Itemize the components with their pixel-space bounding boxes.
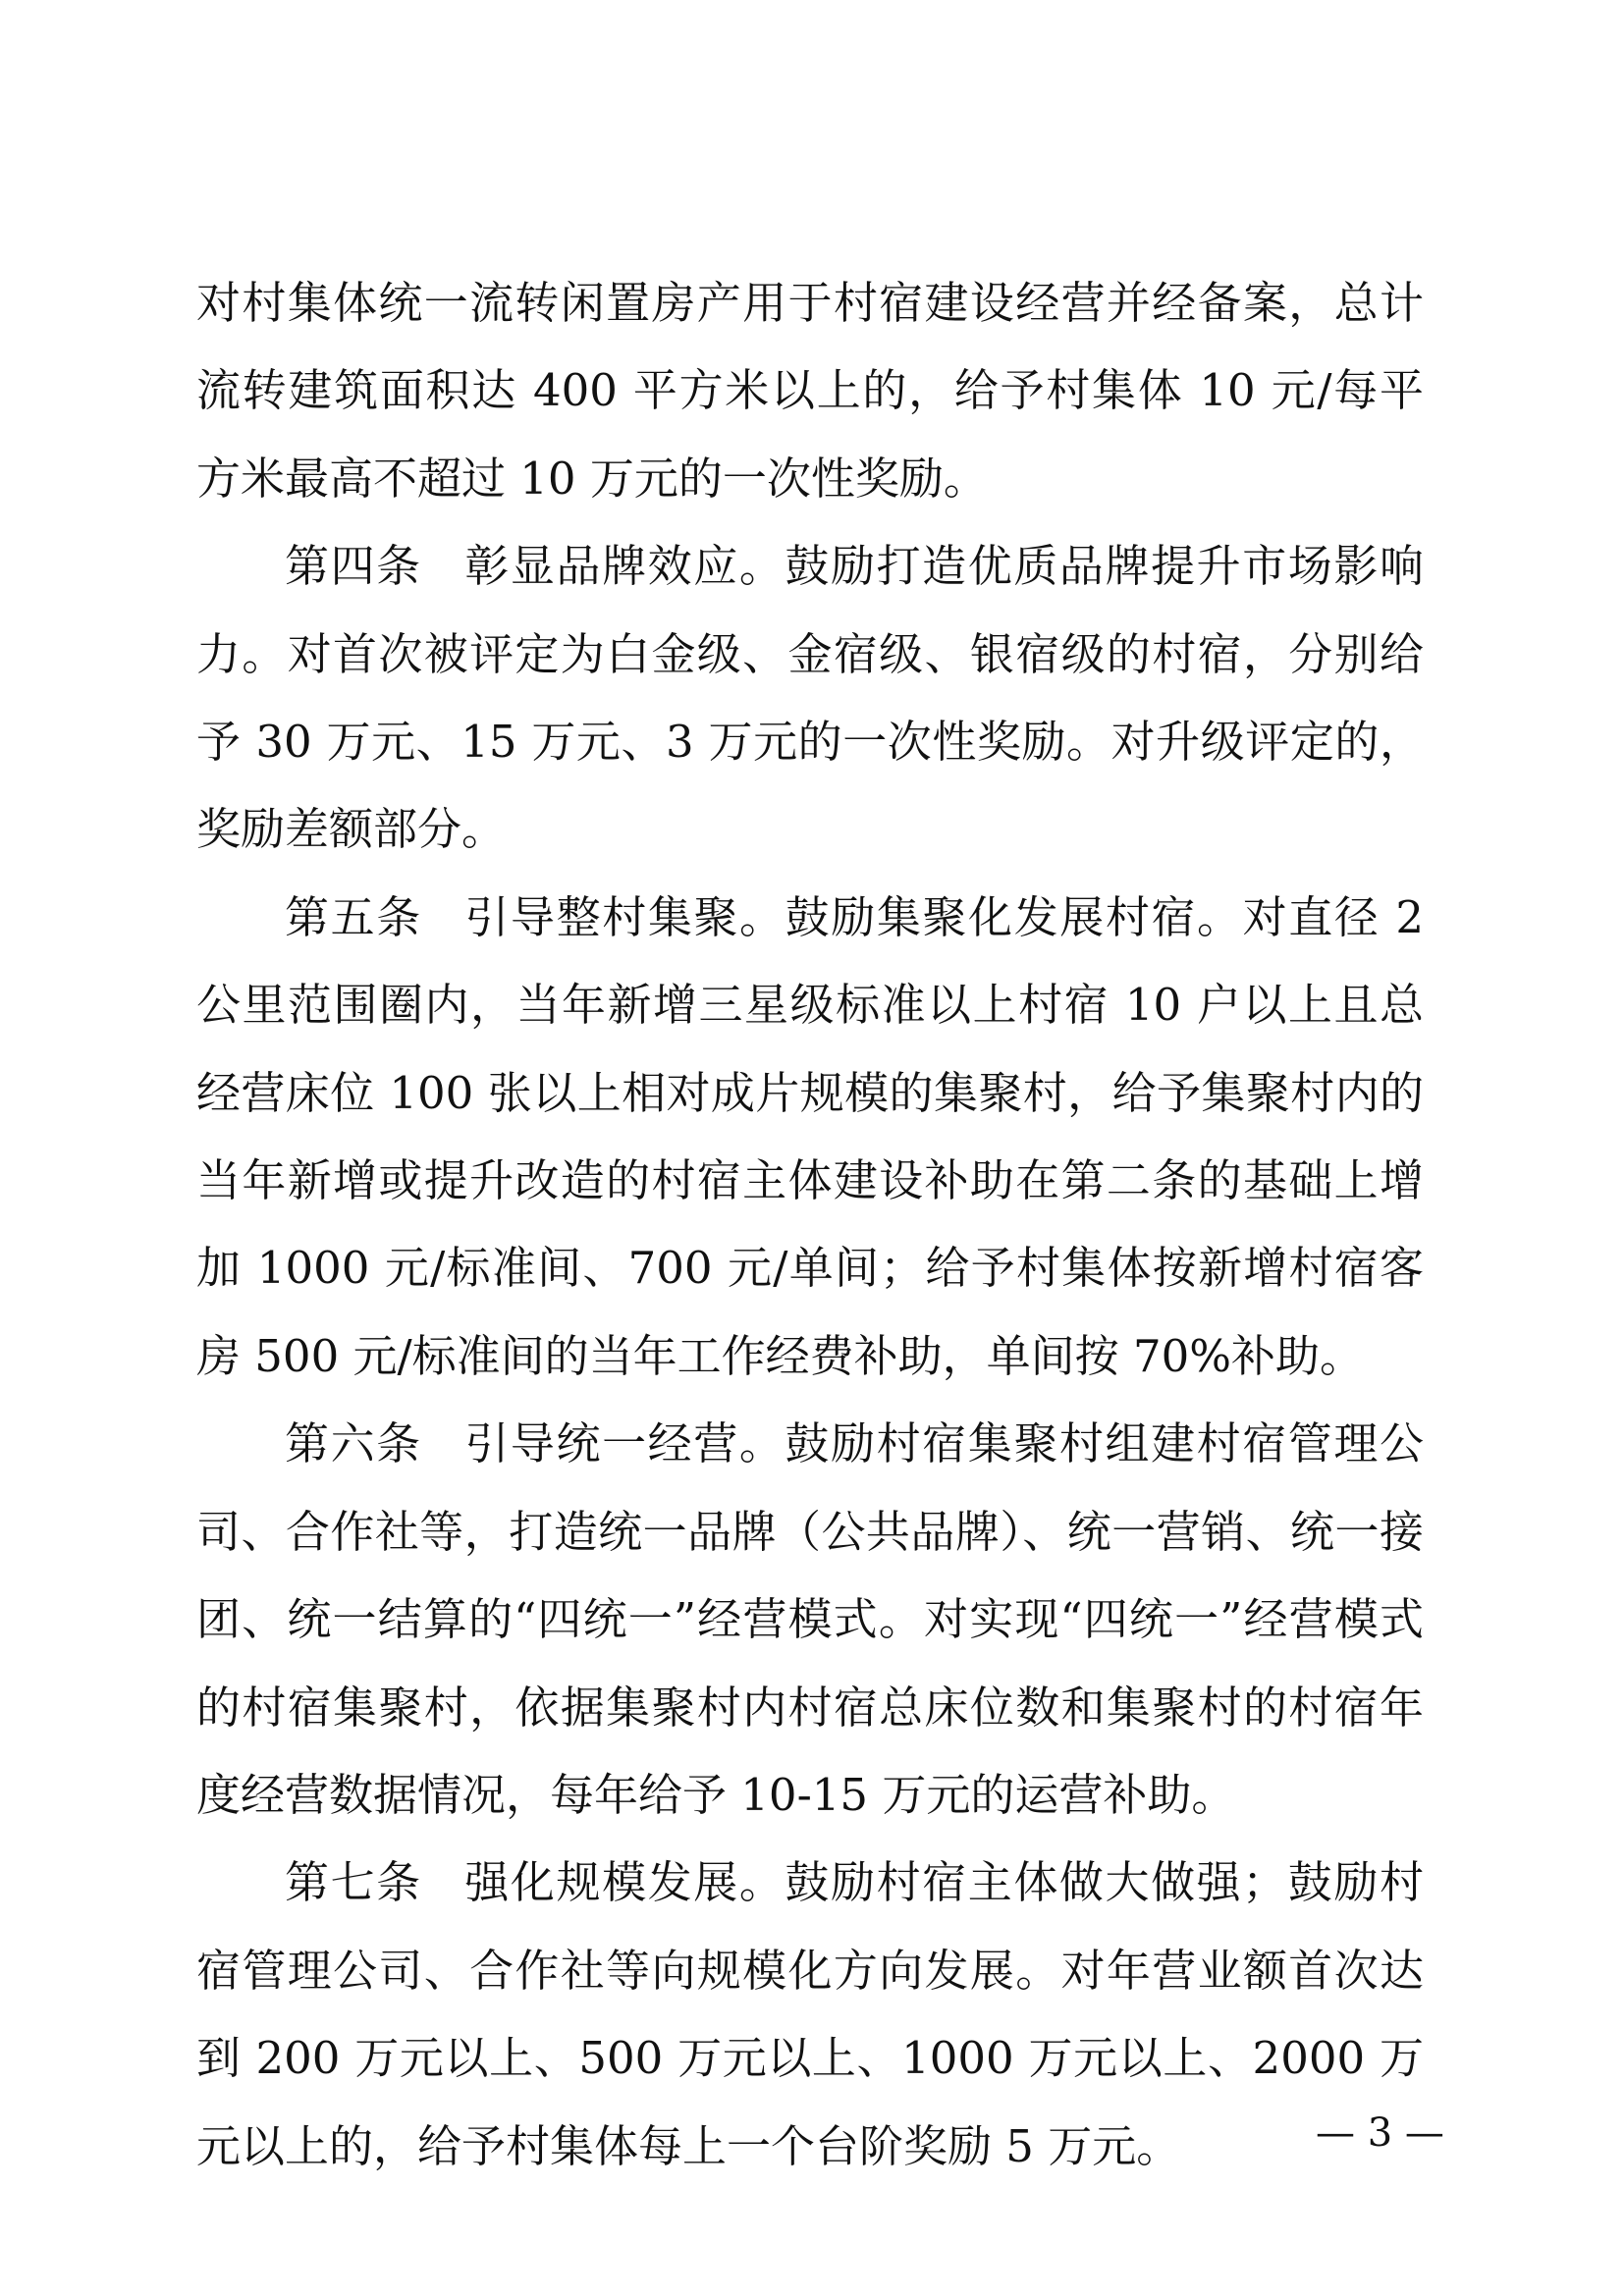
article-number: 第六条 — [285, 1417, 422, 1470]
paragraph-text: 强化规模发展。鼓励村宿主体做大做强；鼓励村宿管理公司、合作社等向规模化方向发展。对年营业额首次达到 200 万元以上、500 万元以上、1000 万元以上、2000 万元以上的，给予村集体每上一个台阶奖励 5 万元。 — [196, 1856, 1424, 2172]
page-number: — 3 — — [1316, 2110, 1444, 2156]
article-number: 第五条 — [285, 890, 422, 943]
paragraph-text: 彰显品牌效应。鼓励打造优质品牌提升市场影响力。对首次被评定为白金级、金宿级、银宿级的村宿，分别给予 30 万元、15 万元、3 万元的一次性奖励。对升级评定的，奖励差额部分。 — [196, 540, 1424, 856]
document-body — [196, 259, 1444, 2190]
paragraph-text: 引导统一经营。鼓励村宿集聚村组建村宿管理公司、合作社等，打造统一品牌（公共品牌）、统一营销、统一接团、统一结算的“四统一”经营模式。对实现“四统一”经营模式的村宿集聚村，依据集聚村内村宿总床位数和集聚村的村宿年度经营数据情况，每年给予 10-15 万元的运营补助。 — [196, 1417, 1424, 1821]
paragraph-text: 对村集体统一流转闲置房产用于村宿建设经营并经备案，总计流转建筑面积达 400 平方米以上的，给予村集体 10 元/每平方米最高不超过 10 万元的一次性奖励。 — [196, 277, 1424, 505]
paragraph-continued — [196, 259, 1424, 522]
article-7-paragraph — [196, 1839, 1444, 2190]
article-6-paragraph — [196, 1400, 1424, 1839]
article-5-paragraph — [196, 874, 1424, 1400]
article-number: 第四条 — [285, 540, 422, 593]
article-4-paragraph — [196, 522, 1424, 874]
article-number: 第七条 — [285, 1856, 422, 1909]
paragraph-text: 引导整村集聚。鼓励集聚化发展村宿。对直径 2 公里范围圈内，当年新增三星级标准以上村宿 10 户以上且总经营床位 100 张以上相对成片规模的集聚村，给予集聚村内的当年新增或提升改造的村宿主体建设补助在第二条的基础上增加 1000 元/标准间、700 元/单间；给予村集体按新增村宿客房 500 元/标准间的当年工作经费补助，单间按 70%补助。 — [196, 890, 1424, 1382]
